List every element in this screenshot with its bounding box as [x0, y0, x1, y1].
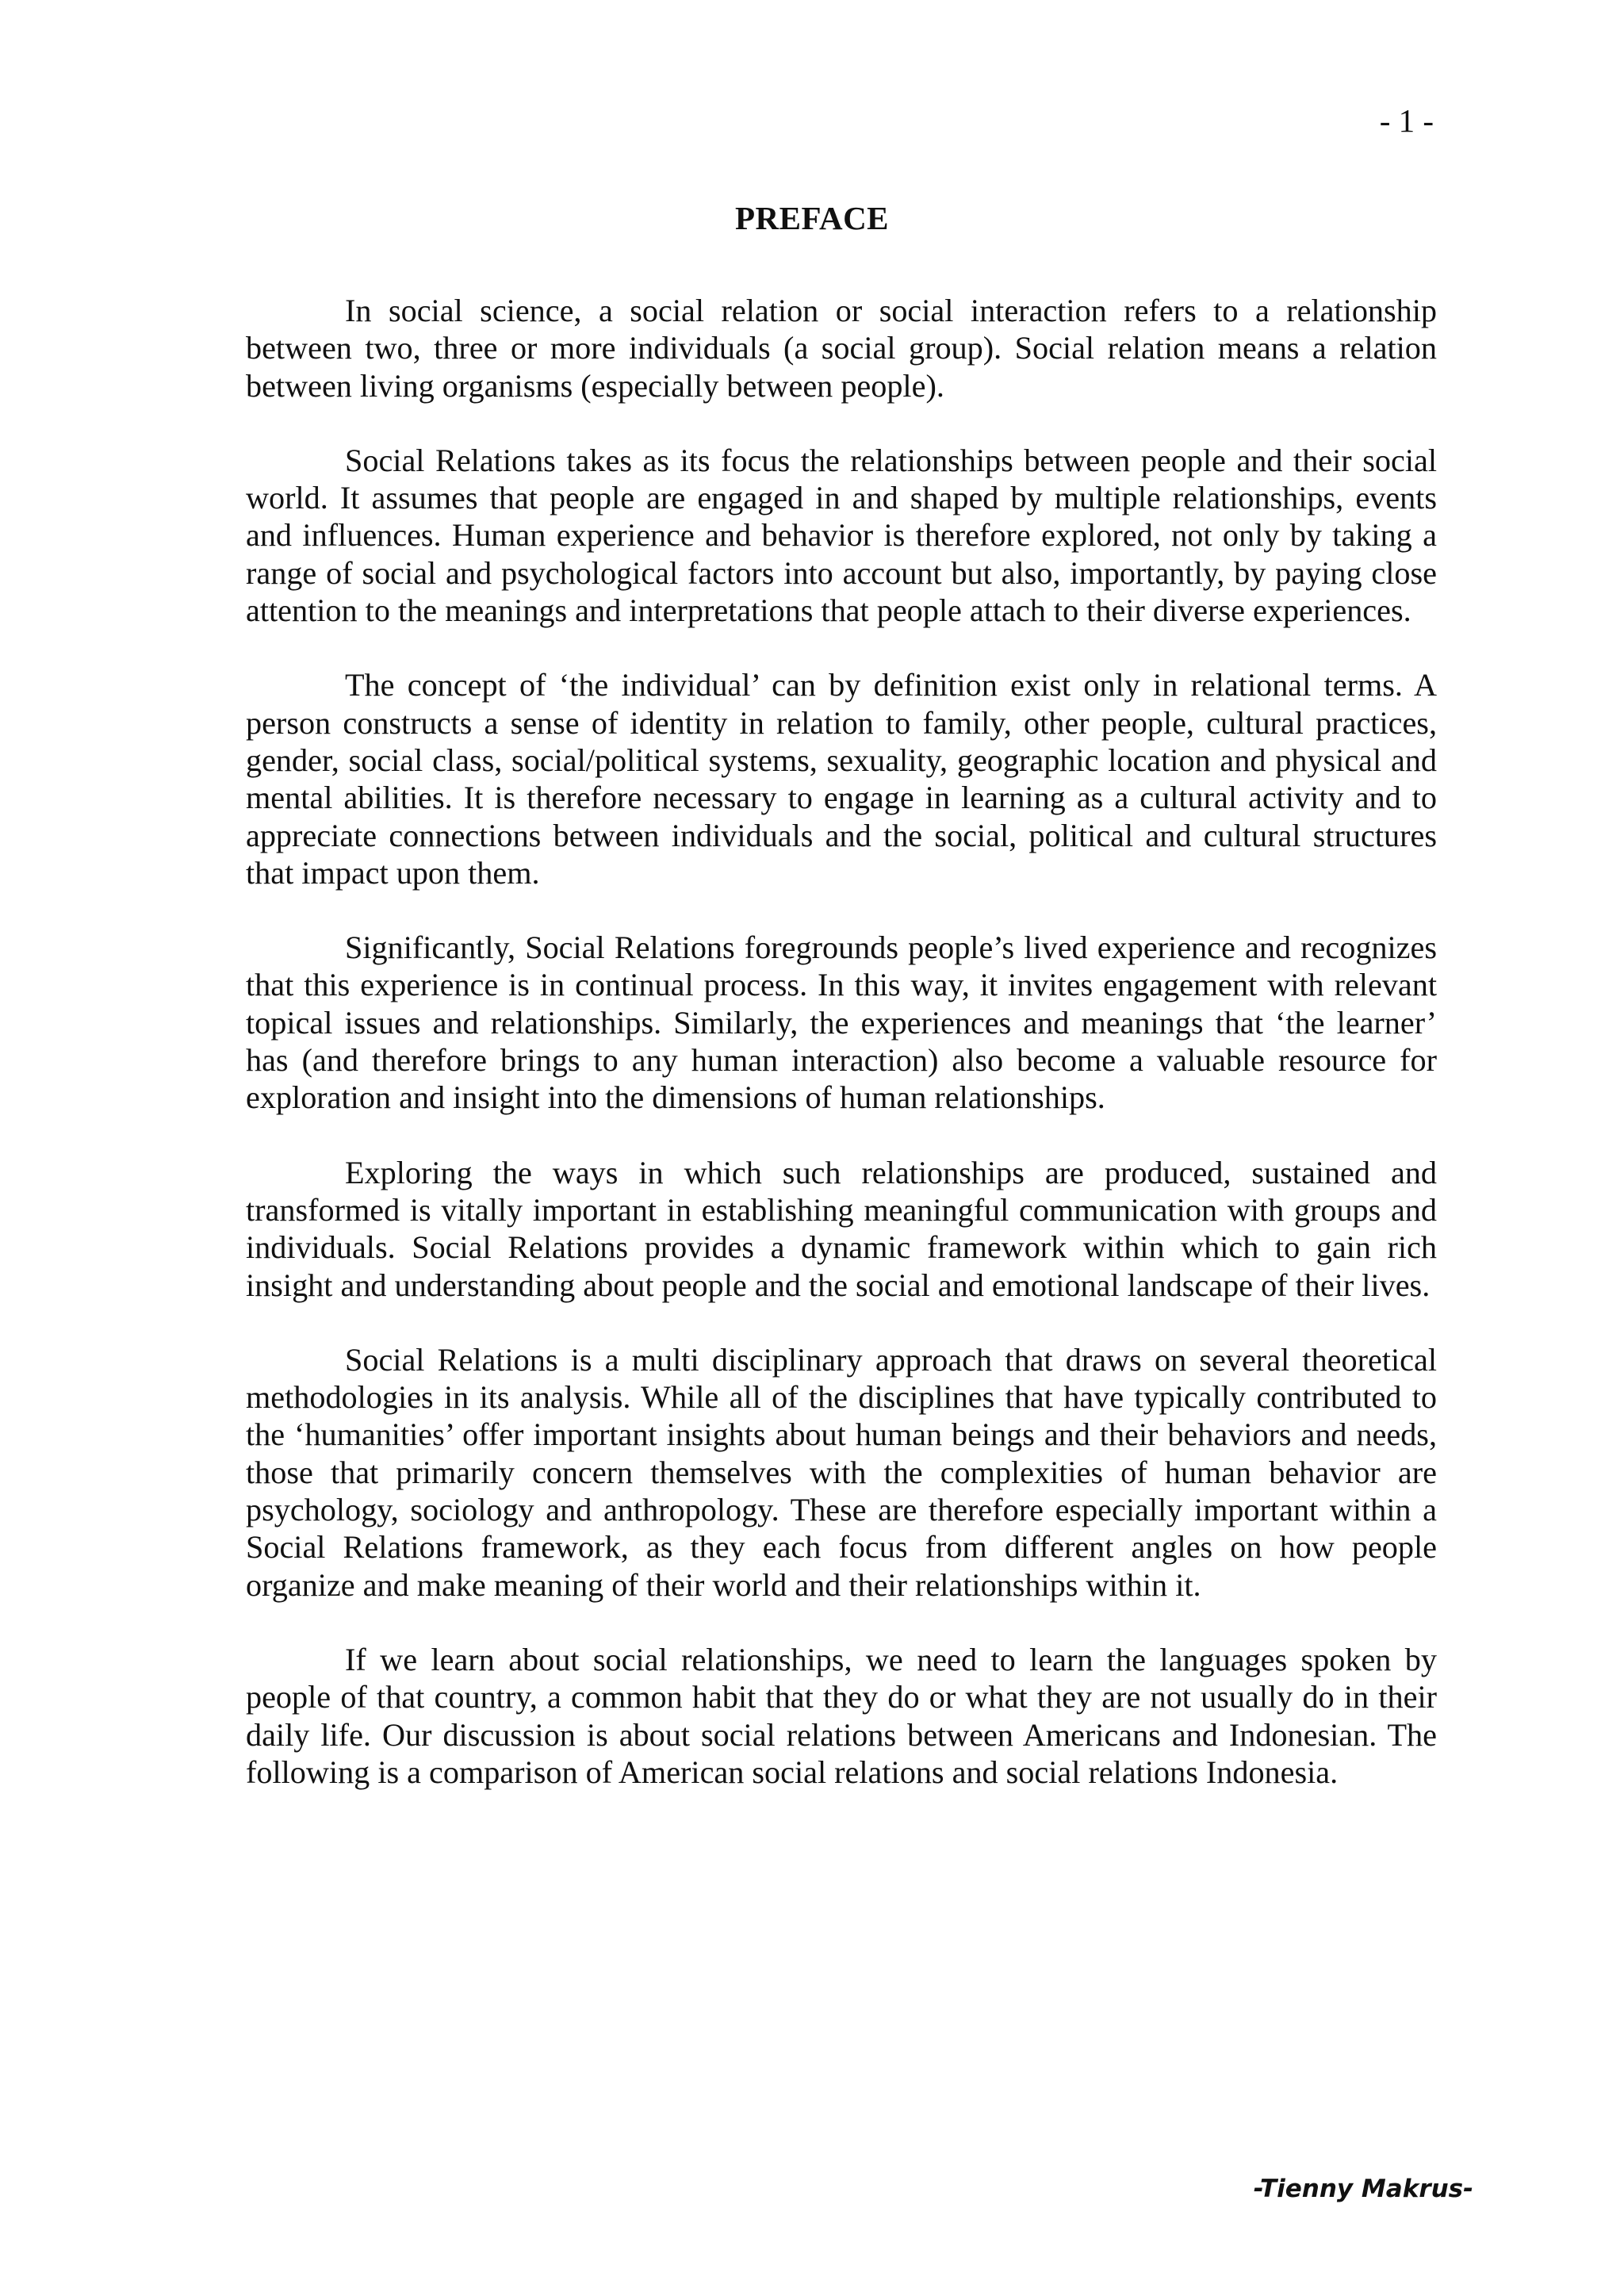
preface-body	[246, 292, 1437, 1828]
page-number: - 1 -	[1379, 102, 1434, 139]
paragraph-2: Social Relations takes as its focus the relationships between people and their social world. It assumes that people are engaged in and shaped by multiple relationships, events and influences. Human experience and behavior is therefore explored, not only by taking a range of social and psychological factors into account but also, importantly, by paying close attention to the meanings and interpretations that people attach to their diverse experiences.	[246, 442, 1437, 629]
paragraph-7: If we learn about social relationships, we need to learn the languages spoken by people of that country, a common habit that they do or what they are not usually do in their daily life. Our discussion is about social relations between Americans and Indonesian. The following is a comparison of American social relations and social relations Indonesia.	[246, 1641, 1437, 1790]
page-title: PREFACE	[734, 200, 890, 236]
paragraph-3: The concept of ‘the individual’ can by definition exist only in relational terms. A person constructs a sense of identity in relation to family, other people, cultural practices, gender, social class, social/political systems, sexuality, geographic location and physical and mental abilities. It is therefore necessary to engage in learning as a cultural activity and to appreciate connections between individuals and the social, political and cultural structures that impact upon them.	[246, 667, 1437, 891]
paragraph-6: Social Relations is a multi disciplinary approach that draws on several theoretical methodologies in its analysis. While all of the disciplines that have typically contributed to the ‘humanities’ offer important insights about human beings and their behaviors and needs, those that primarily concern themselves with the complexities of human behavior are psychology, sociology and anthropology. These are therefore especially important within a Social Relations framework, as they each focus from different angles on how people organize and make meaning of their world and their relationships within it.	[246, 1341, 1437, 1603]
paragraph-5: Exploring the ways in which such relationships are produced, sustained and transformed is vitally important in establishing meaningful communication with groups and individuals. Social Relations provides a dynamic framework within which to gain rich insight and understanding about people and the social and emotional landscape of their lives.	[246, 1154, 1437, 1303]
paragraph-4: Significantly, Social Relations foregrounds people’s lived experience and recognizes that this experience is in continual process. In this way, it invites engagement with relevant topical issues and relationships. Similarly, the experiences and meanings that ‘the learner’ has (and therefore brings to any human interaction) also become a valuable resource for exploration and insight into the dimensions of human relationships.	[246, 930, 1437, 1116]
paragraph-1: In social science, a social relation or social interaction refers to a relationship between two, three or more individuals (a social group). Social relation means a relation between living organisms (especially between people).	[246, 293, 1437, 404]
author-signature: -Tienny Makrus-	[1253, 2175, 1473, 2203]
